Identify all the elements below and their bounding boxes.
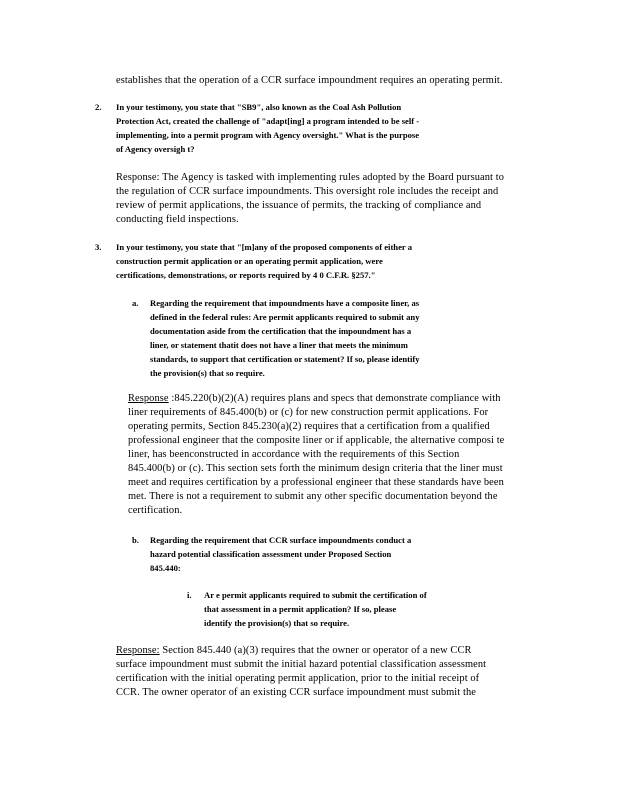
subquestion-line: liner, or statement thatit does not have a liner that meets the minimum — [150, 340, 408, 350]
subquestion-line: Regarding the requirement that impoundments have a composite liner, as — [150, 298, 420, 308]
response-line — [128, 394, 501, 404]
response-line: met. There is not a requirement to submit any other specific documentation beyond the — [128, 491, 498, 502]
question-line: construction permit application or an operating permit application, were — [116, 256, 383, 266]
question-line: of Agency oversigh t? — [116, 144, 195, 154]
response-line: liner requirements of 845.400(b) or (c) for new construction permit applications. For — [128, 407, 489, 418]
response-line: operating permits, Section 845.230(a)(2) requires that a certification from a qualified — [128, 421, 490, 432]
response-line: conducting field inspections. — [116, 214, 239, 225]
response-line — [116, 646, 472, 656]
question-number: 3. — [95, 242, 102, 252]
question-line: implementing, into a permit program with Agency oversight." What is the purpose — [116, 130, 420, 140]
subquestion-line: documentation aside from the certification that the impoundment has a — [150, 326, 412, 336]
question-number: 2. — [95, 102, 102, 112]
question-line: In your testimony, you state that "[m]any of the proposed components of either a — [116, 242, 413, 252]
subsubquestion-label: i. — [187, 590, 192, 600]
question-line: certifications, demonstrations, or reports required by 4 0 C.F.R. §257." — [116, 270, 376, 280]
response-line: review of permit applications, the issuance of permits, the tracking of compliance and — [116, 200, 482, 211]
subquestion-line: Regarding the requirement that CCR surface impoundments conduct a — [150, 535, 412, 545]
response-line: liner, has beenconstructed in accordance with the requirements of this Section — [128, 449, 460, 460]
response-line: Response: The Agency is tasked with implementing rules adopted by the Board pursuant to — [116, 172, 504, 183]
question-line: Protection Act, created the challenge of "adapt[ing] a program intended to be self - — [116, 116, 420, 126]
subsubquestion-line: Ar e permit applicants required to submit the certification of — [204, 590, 427, 600]
response-line: 845.400(b) or (c). This section sets forth the minimum design criteria that the liner must — [128, 463, 503, 474]
subquestion-line: hazard potential classification assessment under Proposed Section — [150, 549, 392, 559]
subsubquestion-line: that assessment in a permit application? If so, please — [204, 604, 397, 614]
response-line: certification. — [128, 505, 183, 516]
question-line: In your testimony, you state that "SB9", also known as the Coal Ash Pollution — [116, 102, 402, 112]
response-line: CCR. The owner operator of an existing CCR surface impoundment must submit the — [116, 687, 476, 698]
response-line: the regulation of CCR surface impoundments. This oversight role includes the receipt and — [116, 186, 499, 197]
subquestion-label: b. — [132, 535, 139, 545]
response-line: certification with the initial operating permit application, prior to the initial receipt of — [116, 673, 480, 684]
subquestion-line: standards, to support that certification or statement? If so, please identify — [150, 354, 420, 364]
response-line: professional engineer that the composite liner or if applicable, the alternative composi te — [128, 435, 505, 446]
subquestion-line: the provision(s) that so require. — [150, 368, 265, 378]
subquestion-line: defined in the federal rules: Are permit applicants required to submit any — [150, 312, 420, 322]
subquestion-label: a. — [132, 298, 139, 308]
response-label: Response: — [116, 645, 160, 656]
response-line: meet and requires certification by a professional engineer that these standards have been — [128, 477, 504, 488]
response-label: Response — [128, 393, 169, 404]
subsubquestion-line: identify the provision(s) that so require. — [204, 618, 350, 628]
response-text: Section 845.440 (a)(3) requires that the owner or operator of a new CCR — [159, 645, 472, 656]
response-text: :845.220(b)(2)(A) requires plans and specs that demonstrate compliance with — [168, 393, 501, 404]
response-line: surface impoundment must submit the initial hazard potential classification assessment — [116, 659, 487, 670]
subquestion-line: 845.440: — [150, 563, 181, 573]
lead-paragraph-line: establishes that the operation of a CCR surface impoundment requires an operating permit. — [116, 75, 503, 86]
